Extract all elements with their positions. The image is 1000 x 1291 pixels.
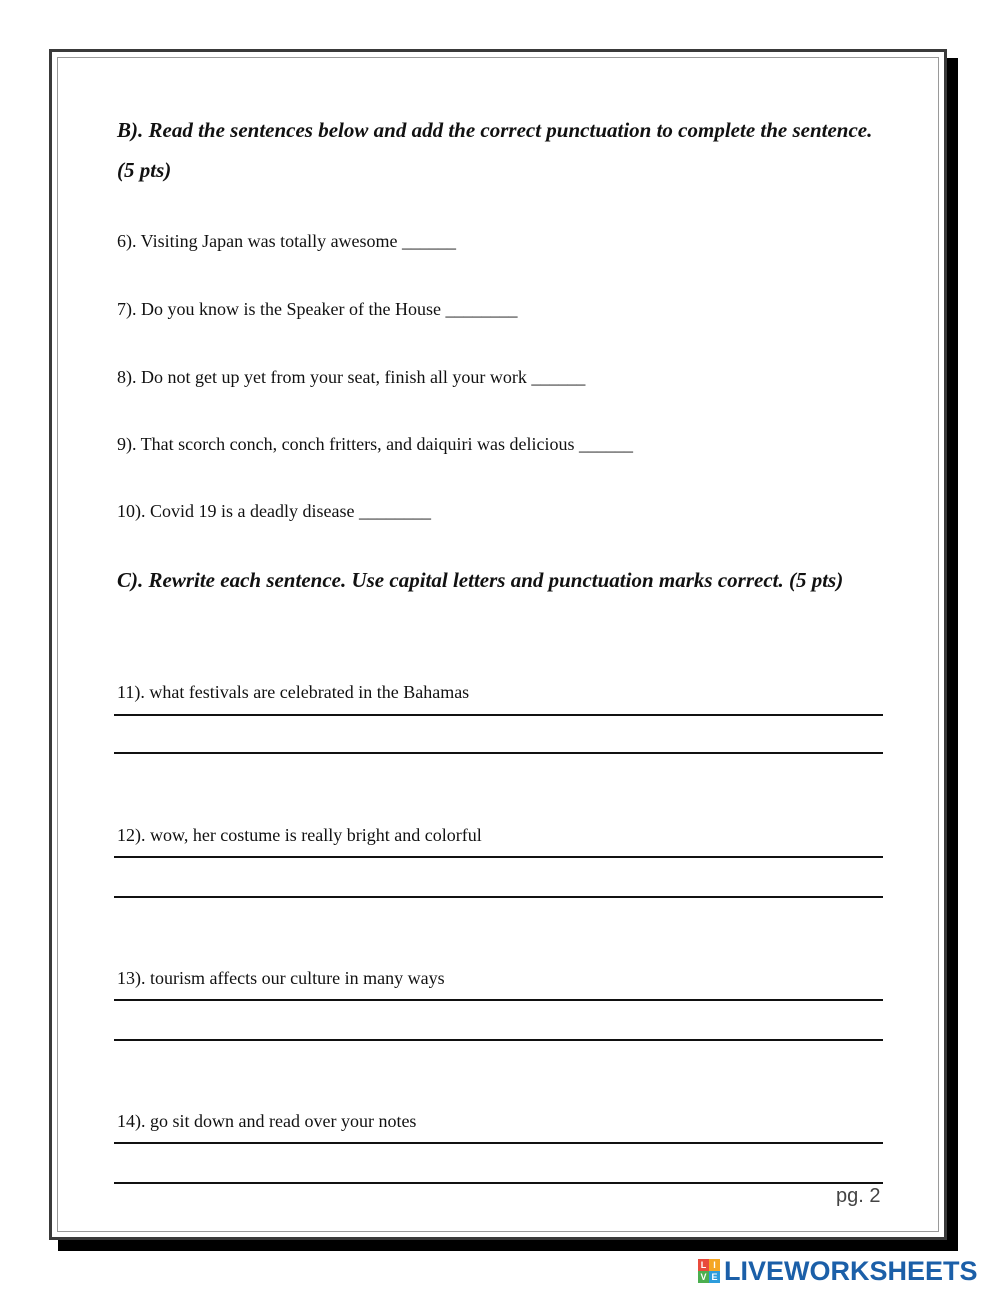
answer-line[interactable]	[114, 856, 883, 858]
logo-tile: I	[709, 1259, 720, 1271]
logo-tile: E	[709, 1271, 720, 1283]
question-14: 14). go sit down and read over your notes	[117, 1111, 417, 1131]
answer-line[interactable]	[114, 1039, 883, 1041]
question-13: 13). tourism affects our culture in many ways	[117, 968, 445, 988]
question-7: 7). Do you know is the Speaker of the House ________	[117, 299, 518, 319]
question-9: 9). That scorch conch, conch fritters, and daiquiri was delicious ______	[117, 434, 634, 454]
page-number: pg. 2	[836, 1185, 881, 1207]
worksheet-page	[49, 49, 947, 1240]
section-c-heading: C). Rewrite each sentence. Use capital letters and punctuation marks correct. (5 pts)	[117, 568, 844, 592]
question-11: 11). what festivals are celebrated in the Bahamas	[117, 682, 470, 702]
question-8: 8). Do not get up yet from your seat, finish all your work ______	[117, 367, 586, 387]
answer-line[interactable]	[114, 1182, 883, 1184]
liveworksheets-icon	[698, 1259, 720, 1283]
liveworksheets-logo	[698, 1256, 978, 1286]
logo-tile: V	[698, 1271, 709, 1283]
answer-line[interactable]	[114, 714, 883, 716]
question-12: 12). wow, her costume is really bright and colorful	[117, 825, 482, 845]
logo-tile: L	[698, 1259, 709, 1271]
answer-line[interactable]	[114, 999, 883, 1001]
question-10: 10). Covid 19 is a deadly disease ________	[117, 501, 431, 521]
question-6: 6). Visiting Japan was totally awesome ______	[117, 231, 457, 251]
answer-line[interactable]	[114, 752, 883, 754]
answer-line[interactable]	[114, 896, 883, 898]
section-b-heading: B). Read the sentences below and add the correct punctuation to complete the sentence. (5 pts)	[117, 118, 873, 182]
answer-line[interactable]	[114, 1142, 883, 1144]
liveworksheets-text: LIVEWORKSHEETS	[724, 1255, 978, 1286]
